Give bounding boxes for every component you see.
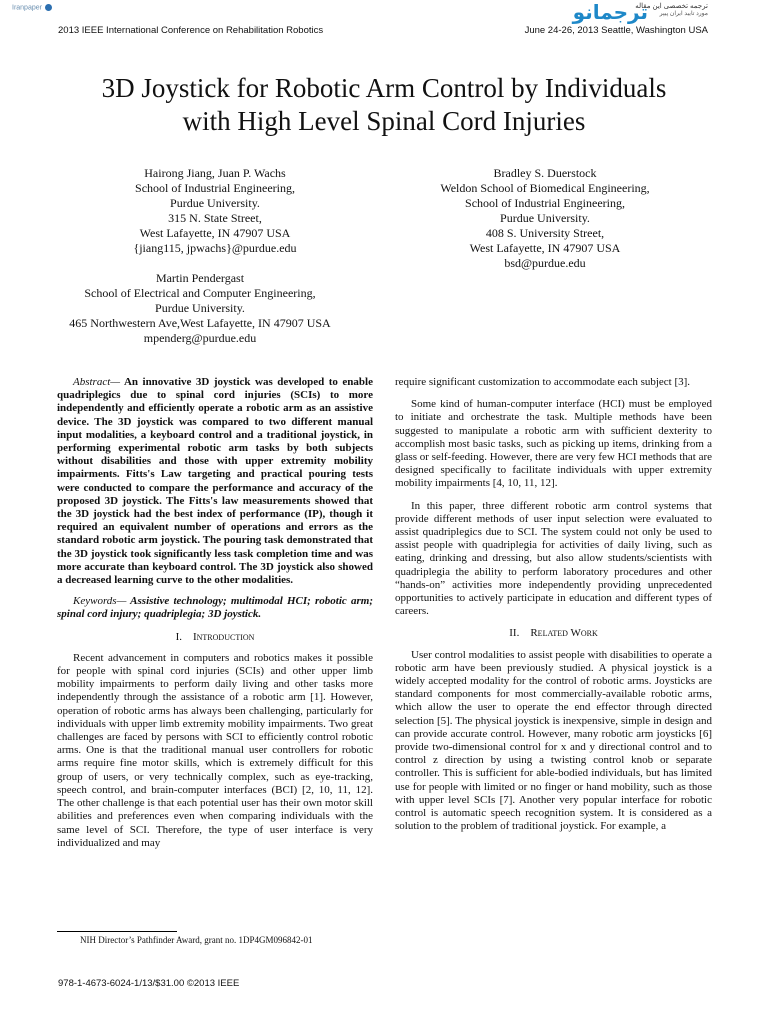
author-affiliation: Weldon School of Biomedical Engineering,	[440, 181, 650, 195]
logo-dot-icon	[45, 4, 52, 11]
abstract-text: An innovative 3D joystick was developed to enable quadriplegics due to spinal cord injuries (SCIs) to more independently and efficiently operate a robotic arm as an assistive device. The 3D joystick was compared to two different manual input modalities, a keyboard control and a traditional joystick, in performing experimental robotic arm tasks by both subjects without disabilities and those with upper extremity mobility impairments. Fitts's Law targeting and practical pouring tests were conducted to compare the performance and accuracy of the proposed 3D joystick. The Fitts's law measurements showed that the 3D joystick had the best index of performance (IP), though it required an equivalent number of operations and errors as the standard robotic arm joystick. The pouring task demonstrated that the 3D joystick took significantly less task completion time and was more accurate than keyboard control. The 3D joystick also showed a decreased learning curve to the other modalities.	[57, 376, 373, 587]
author-email: mpenderg@purdue.edu	[143, 331, 257, 345]
conference-header: 2013 IEEE International Conference on Rehabilitation Robotics	[58, 25, 324, 36]
title-line: 3D Joystick for Robotic Arm Control by Individuals	[101, 73, 667, 103]
left-column	[57, 376, 373, 850]
section-title: Related Work	[530, 627, 598, 640]
author-address: West Lafayette, IN 47907 USA	[469, 241, 621, 255]
section-number: I.	[175, 630, 182, 643]
author-email: {jiang115, jpwachs}@purdue.edu	[133, 241, 297, 255]
watermark-brand-text: ترجمانو	[572, 0, 648, 24]
author-block-2	[420, 166, 670, 271]
keywords-text: Assistive technology; multimodal HCI; robotic arm; spinal cord injury; quadriplegia; 3D joystick.	[57, 595, 373, 621]
watermark-line1: ترجمه تخصصی این مقاله	[635, 3, 708, 10]
related-work-paragraph: User control modalities to assist people with disabilities to operate a robotic arm have been previously studied. A physical joystick is a widely accepted modality for the control of robotic arms. Joysticks are standard components for most commercially-available robotic arms, which allow the user to operate the end effector through directed selection [5]. The physical joystick is inexpensive, simple in design and can provide accurate control. However, many robotic arm joysticks [6] provide two-dimensional control for x and y directional control and to control z direction by using a twisting control knob or separate controller. This is sufficient for able-bodied individuals, but has limited use for people with limited or no finger or hand mobility, such as those with upper level SCIs [7]. Another very popular interface for robotic control is automatic speech recognition system. It is considered as a solution to the problem of traditional joystick. For example, a	[395, 648, 712, 833]
right-column	[395, 376, 712, 834]
iranpaper-logo: Iranpaper	[12, 4, 52, 11]
continued-paragraph: require significant customization to accommodate each subject [3].	[395, 376, 691, 388]
author-name: Bradley S. Duerstock	[493, 166, 597, 180]
author-block-1	[95, 166, 335, 256]
author-affiliation: Purdue University.	[155, 301, 245, 315]
author-name: Martin Pendergast	[155, 271, 245, 285]
date-location-header: June 24-26, 2013 Seattle, Washington USA	[524, 25, 708, 36]
author-affiliation: Purdue University.	[500, 211, 590, 225]
section-title: Introduction	[192, 630, 255, 643]
author-affiliation: School of Electrical and Computer Engineering,	[84, 286, 316, 300]
title-line: with High Level Spinal Cord Injuries	[182, 106, 586, 136]
author-address: 408 S. University Street,	[485, 226, 605, 240]
intro-paragraph: Recent advancement in computers and robotics makes it possible for people with spinal cord injuries (SCIs) and other upper limb mobility impairments to perform daily living and other tasks more independently through the assistance of a robotic arm [1]. However, operation of robotic arms has always been challenging, particularly for individuals with upper limb extremity mobility impairments. Two great challenges are faced by persons with SCI to efficiently control robotic arms. One is that the traditional manual user controllers for robotic arms require fine motor skills, which is extremely difficult for this group of users, or very technically complex, such as eye-tracking, speech control, and brain-computer interfaces (BCI) [2, 10, 11, 12]. The other challenge is that each potential user has their own motor skill abilities and preferences even when comparing individuals with the same level of SCI. Therefore, the type of user interface is very individualized and may	[57, 651, 373, 849]
author-email: bsd@purdue.edu	[504, 256, 586, 270]
author-affiliation: Purdue University.	[170, 196, 260, 210]
watermark-brand	[573, 0, 648, 24]
footnote-rule	[57, 931, 177, 932]
keywords	[57, 595, 373, 621]
author-block-3	[40, 271, 360, 346]
hci-paragraph: Some kind of human-computer interface (HCI) must be employed to initiate and orchestrate the task. Multiple methods have been suggested to manipulate a robotic arm with sufficient dexterity to accomplish most basic tasks, such as picking up items, drinking from a glass or self-feeding. However, there are very few HCI methods that are designed specifically to facilitate individuals with upper extremity mobility impairments [4, 10, 11, 12].	[395, 398, 712, 490]
copyright-footer: 978-1-4673-6024-1/13/$31.00 ©2013 IEEE	[58, 978, 240, 989]
paper-title	[30, 72, 738, 138]
section-heading-related-work	[395, 627, 712, 640]
abstract-label: Abstract—	[73, 376, 121, 388]
author-affiliation: School of Industrial Engineering,	[135, 181, 295, 195]
author-affiliation: School of Industrial Engineering,	[465, 196, 625, 210]
author-address: 315 N. State Street,	[168, 211, 262, 225]
watermark-line2: مورد تایید ایران پیپر	[659, 11, 708, 17]
section-heading-introduction	[57, 631, 373, 644]
funding-footnote: NIH Director’s Pathfinder Award, grant no. 1DP4GM096842-01	[80, 935, 313, 945]
abstract	[57, 376, 373, 587]
author-address: West Lafayette, IN 47907 USA	[139, 226, 291, 240]
paper-overview-paragraph: In this paper, three different robotic arm control systems that provide different methods of user input selection were evaluated to assist quadriplegics due to SCI. The system could not only be used to assist people with quadriplegia for activities of daily living, such as eating, drinking and dressing, but also allow students/scientists with quadriplegia the ability to perform laboratory procedures and other “hands-on” activities more independently providing unprecedented opportunities to actively participate in education and different types of careers.	[395, 499, 712, 618]
author-name: Hairong Jiang, Juan P. Wachs	[144, 166, 286, 180]
author-address: 465 Northwestern Ave,West Lafayette, IN 47907 USA	[69, 316, 331, 330]
section-number: II.	[509, 627, 520, 640]
keywords-label: Keywords—	[73, 595, 127, 608]
